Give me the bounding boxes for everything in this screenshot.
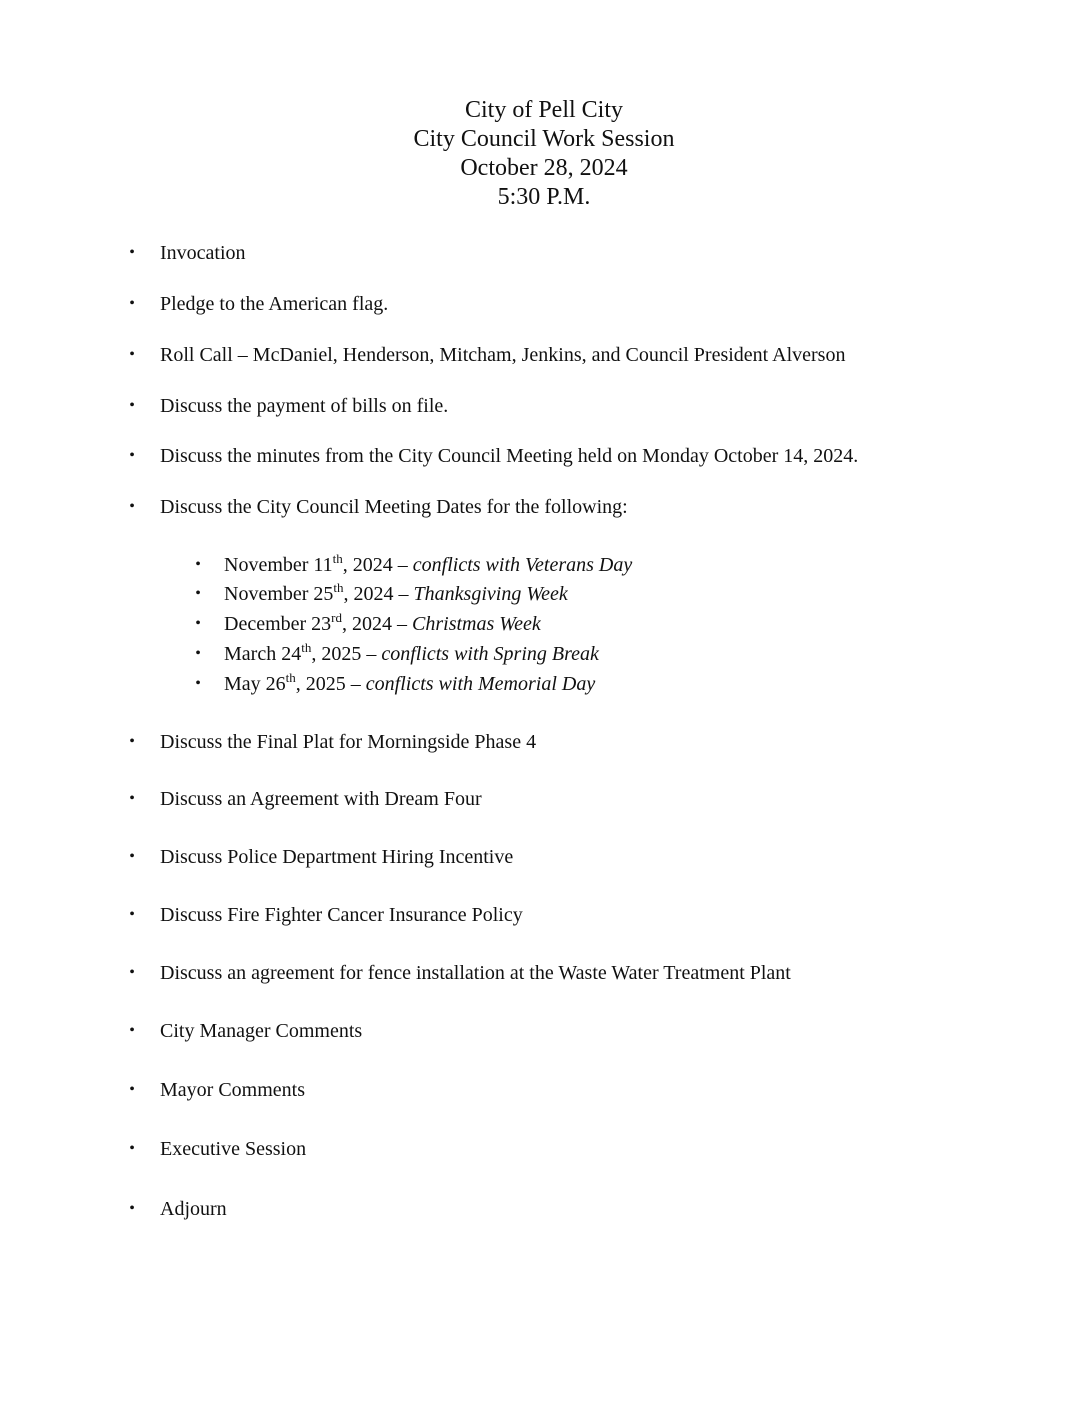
agenda-item bbox=[129, 343, 846, 367]
session-date: October 28, 2024 bbox=[460, 155, 628, 181]
bullet: • bbox=[129, 1022, 135, 1039]
ordinal-suffix: th bbox=[301, 640, 312, 655]
bullet: • bbox=[129, 906, 135, 923]
meeting-date: December 23 bbox=[224, 613, 332, 635]
bullet: • bbox=[129, 790, 135, 807]
meeting-year: , 2024 – bbox=[343, 583, 414, 605]
ordinal-suffix: th bbox=[332, 551, 343, 566]
agenda-item-text: Adjourn bbox=[160, 1198, 227, 1220]
conflict-note: conflicts with Veterans Day bbox=[412, 554, 633, 576]
meeting-date-item bbox=[195, 580, 568, 606]
bullet: • bbox=[129, 1081, 135, 1098]
agenda-item bbox=[129, 292, 389, 316]
bullet: • bbox=[129, 295, 135, 312]
agenda-item bbox=[129, 495, 628, 519]
meeting-year: , 2024 – bbox=[342, 613, 413, 635]
meeting-date-item bbox=[195, 670, 596, 696]
bullet: • bbox=[129, 1140, 135, 1157]
bullet: • bbox=[129, 733, 135, 750]
bullet: • bbox=[129, 498, 135, 515]
bullet: • bbox=[129, 1200, 135, 1217]
meeting-date: May 26 bbox=[224, 673, 286, 695]
agenda-item-text: Discuss an Agreement with Dream Four bbox=[160, 788, 482, 810]
bullet: • bbox=[129, 397, 135, 414]
agenda-item-text: Discuss an agreement for fence installation at the Waste Water Treatment Plant bbox=[160, 962, 791, 984]
ordinal-suffix: rd bbox=[331, 610, 343, 625]
agenda-item bbox=[129, 1019, 363, 1043]
agenda-item bbox=[129, 787, 482, 811]
bullet: • bbox=[129, 244, 135, 261]
agenda-item bbox=[129, 394, 449, 418]
agenda-item bbox=[129, 1197, 227, 1221]
bullet: • bbox=[195, 556, 201, 573]
meeting-year: , 2025 – bbox=[295, 673, 366, 695]
agenda-item bbox=[129, 444, 859, 468]
agenda-item bbox=[129, 961, 791, 985]
bullet: • bbox=[195, 585, 201, 602]
bullet: • bbox=[129, 848, 135, 865]
agenda-item-text: Roll Call – McDaniel, Henderson, Mitcham, Jenkins, and Council President Alverson bbox=[160, 344, 846, 366]
agenda-item bbox=[129, 730, 537, 754]
meeting-date: March 24 bbox=[224, 643, 302, 665]
agenda-item-text: Discuss Fire Fighter Cancer Insurance Policy bbox=[160, 904, 523, 926]
agenda-item bbox=[129, 845, 514, 869]
agenda-item-text: City Manager Comments bbox=[160, 1020, 363, 1042]
agenda-item-text: Pledge to the American flag. bbox=[160, 293, 389, 315]
meeting-date-item bbox=[195, 551, 633, 577]
agenda-item-text: Discuss the payment of bills on file. bbox=[160, 395, 449, 417]
session-time: 5:30 P.M. bbox=[497, 184, 591, 210]
agenda-item-text: Mayor Comments bbox=[160, 1079, 305, 1101]
meeting-date-item bbox=[195, 610, 541, 636]
agenda-item-text: Discuss Police Department Hiring Incentive bbox=[160, 846, 514, 868]
conflict-note: conflicts with Memorial Day bbox=[365, 673, 596, 695]
meeting-date: November 25 bbox=[224, 583, 334, 605]
bullet: • bbox=[129, 447, 135, 464]
bullet: • bbox=[195, 615, 201, 632]
agenda-item-text: Discuss the Final Plat for Morningside Phase 4 bbox=[160, 731, 537, 753]
conflict-note: Christmas Week bbox=[412, 613, 541, 635]
agenda-item bbox=[129, 241, 246, 265]
agenda-item-text: Discuss the City Council Meeting Dates for the following: bbox=[160, 496, 628, 518]
meeting-date: November 11 bbox=[224, 554, 333, 576]
meeting-year: , 2024 – bbox=[342, 554, 413, 576]
meeting-year: , 2025 – bbox=[311, 643, 382, 665]
bullet: • bbox=[195, 645, 201, 662]
agenda-item bbox=[129, 1137, 307, 1161]
agenda-item bbox=[129, 1078, 305, 1102]
meeting-date-item bbox=[195, 640, 599, 666]
agenda-item-text: Invocation bbox=[160, 242, 246, 264]
bullet: • bbox=[129, 346, 135, 363]
bullet: • bbox=[129, 964, 135, 981]
ordinal-suffix: th bbox=[333, 580, 344, 595]
ordinal-suffix: th bbox=[285, 670, 296, 685]
city-name: City of Pell City bbox=[464, 97, 623, 123]
session-title: City Council Work Session bbox=[413, 126, 675, 152]
agenda-item-text: Discuss the minutes from the City Council Meeting held on Monday October 14, 2024. bbox=[160, 445, 859, 467]
agenda-item-text: Executive Session bbox=[160, 1138, 307, 1160]
bullet: • bbox=[195, 675, 201, 692]
conflict-note: Thanksgiving Week bbox=[413, 583, 568, 605]
conflict-note: conflicts with Spring Break bbox=[381, 643, 599, 665]
agenda-item bbox=[129, 903, 523, 927]
